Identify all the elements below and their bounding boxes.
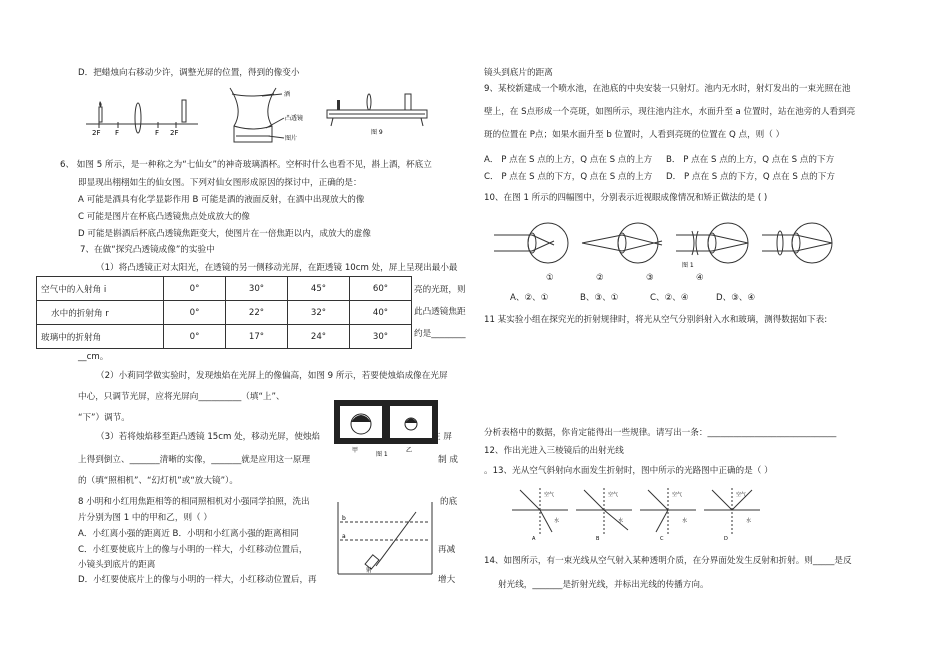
label-b: B: [596, 536, 600, 542]
q7-part2-b: 中心，只调节光屏，应将光屏向__________（填“上”、: [78, 392, 285, 402]
table-cell: 45°: [288, 277, 350, 301]
label-d: D: [724, 536, 728, 542]
label-water: 水: [618, 518, 624, 524]
table-row-head: 空气中的入射角 i: [37, 277, 164, 301]
refraction-data-table: [36, 276, 412, 349]
eye-1: [494, 223, 568, 263]
table-cell: 32°: [288, 301, 350, 325]
q12-text: 12、作出光进入三棱镜后的出射光线: [484, 446, 624, 456]
eye-diagrams: [492, 215, 832, 285]
table-cell: 17°: [226, 325, 288, 349]
q7-part3-b: 上得到倒立、_______清晰的实像，_______就是应用这一原理: [78, 455, 311, 465]
eye-number-4: ④: [696, 273, 704, 283]
refraction-a: [512, 488, 568, 542]
q9-line2: 壁上，在 S点形成一个亮斑，如图所示，现往池内注水，水面升至 a 位置时，站在池旁的人看到亮: [484, 107, 856, 117]
q7-part3-c: 的（填“照相机”、“幻灯机”或“放大镜”）。: [78, 476, 238, 486]
q6-option-c: C 可能是图片在杯底凸透镜焦点处成放大的像: [78, 212, 251, 222]
film-strip-figure: [332, 398, 442, 456]
eye-caption: 图 1: [682, 262, 694, 269]
q8-line2: 片分别为图 1 中的甲和乙，则（ ）: [78, 513, 212, 523]
eye-2: [582, 223, 662, 263]
q10-text: 10、在图 1 所示的四幅图中，分别表示近视眼成像情况和矫正做法的是 ( ): [484, 193, 768, 203]
q8-continued: 镜头到底片的距离: [484, 68, 553, 78]
q10-option-c: C、②、④: [650, 293, 689, 303]
pool-level-b: b: [342, 515, 346, 522]
table-cell: 60°: [350, 277, 412, 301]
wine-cup-figure: [222, 86, 317, 146]
table-cell: 40°: [350, 301, 412, 325]
q7-side-2: 此凸透镜焦距: [414, 307, 466, 317]
table-row: [37, 325, 412, 349]
label-f-left: F: [115, 129, 120, 137]
pool-lamp-label: 射: [366, 567, 373, 574]
table-row-head: 玻璃中的折射角: [37, 325, 164, 349]
q10-option-b: B、③、①: [580, 293, 619, 303]
label-wine: 酒: [284, 91, 291, 98]
q6-option-a: A 可能是酒具有化学显影作用 B 可能是酒的液面反射，在酒中出现放大的像: [78, 195, 365, 205]
q8-line1: 8 小明和小红用焦距相等的相同照相机对小强同学拍照，洗出: [78, 497, 310, 507]
q9-option-d: D． P 点在 S 点的下方，Q 点在 S 点的下方: [666, 172, 835, 182]
q9-option-b: B． P 点在 S 点的上方，Q 点在 S 点的下方: [666, 155, 835, 165]
label-water: 水: [746, 518, 752, 524]
table-row-head: 水中的折射角 r: [37, 301, 164, 325]
pool-figure: [336, 500, 436, 580]
q7-side-1: 亮的光斑，则: [414, 285, 466, 295]
q8-option-d-right: 增大: [438, 575, 456, 585]
label-air: 空气: [608, 492, 619, 498]
fig9-caption: 图 9: [371, 129, 383, 136]
q7-side-3: 约是________: [414, 329, 466, 339]
q9-option-a: A． P 点在 S 点的上方，Q 点在 S 点的上方: [484, 155, 653, 165]
q7-unit: __cm。: [78, 352, 109, 362]
q7-part1: （1）将凸透镜正对太阳光，在透镜的另一侧移动光屏，在距透镜 10cm 处，屏上呈现出最小最: [96, 263, 458, 273]
q9-line3: 斑的位置在 P点；如果水面升至 b 位置时，人看到亮斑的位置在 Q 点，则（ ）: [484, 130, 785, 140]
q6-line2: 即显现出栩栩如生的仙女图。下列对仙女图形成原因的探讨中，正确的是：: [78, 178, 362, 188]
q8-option-c1: C．小红要使底片上的像与小明的一样大，小红移动位置后，: [78, 545, 308, 555]
eye-4: [762, 223, 832, 263]
q10-option-a: A、②、①: [510, 293, 549, 303]
label-2f-left: 2F: [92, 129, 101, 137]
q7-part3-a: （3）若将烛焰移至距凸透镜 15cm 处，移动光屏，使烛焰: [96, 432, 321, 442]
table-cell: 22°: [226, 301, 288, 325]
label-f-right: F: [155, 129, 160, 137]
q14-line1: 14、如图所示，有一束光线从空气射入某种透明介质，在分界面处发生反射和折射。则_____是反: [484, 556, 852, 566]
refraction-c: [640, 488, 696, 542]
label-water: 水: [682, 518, 688, 524]
table-cell: 0°: [164, 301, 226, 325]
q8-line1-right: 的底: [440, 497, 458, 507]
q13-text: 。13、光从空气斜射向水面发生折射时，图中所示的光路图中正确的是（ ）: [484, 466, 773, 476]
film-label-b: 乙: [406, 447, 413, 454]
label-a: A: [532, 536, 536, 542]
label-picture: 图片: [285, 135, 298, 142]
table-row: [37, 301, 412, 325]
q8-option-c2: 小镜头到底片的距离: [78, 560, 156, 570]
film-caption: 图 1: [376, 451, 388, 458]
q9-option-c: C． P 点在 S 点的下方，Q 点在 S 点的上方: [484, 172, 653, 182]
q11-answer-line: 分析表格中的数据，你肯定能得出一些规律。请写出一条：______________________________: [484, 428, 837, 438]
table-cell: 30°: [350, 325, 412, 349]
q8-option-a: A．小红离小强的距离近 B．小明和小红离小强的距离相同: [78, 529, 299, 539]
label-air: 空气: [672, 492, 683, 498]
table-cell: 30°: [226, 277, 288, 301]
q6-option-d: D 可能是斟酒后杯底凸透镜焦距变大，使图片在一倍焦距以内，成放大的虚像: [78, 229, 371, 239]
table-cell: 0°: [164, 325, 226, 349]
table-cell: 24°: [288, 325, 350, 349]
optics-axis-figure: [82, 90, 202, 140]
q8-option-d: D．小红要使底片上的像与小明的一样大，小红移动位置后，再: [78, 575, 317, 585]
refraction-b: [576, 488, 632, 542]
q9-line1: 9、某校新建成一个喷水池，在池底的中央安装一只射灯。池内无水时，射灯发出的一束光照在池: [484, 84, 851, 94]
label-water: 水: [554, 518, 560, 524]
fig9-optical-bench: [325, 92, 435, 137]
q7-part3-b-right: 制 成: [438, 455, 458, 465]
eye-number-1: ①: [546, 273, 554, 283]
q7-part2-c: “下”）调节。: [78, 413, 130, 423]
q7-part3-a-right: 在 屏: [432, 432, 452, 442]
pool-level-a: a: [342, 533, 346, 540]
label-air: 空气: [544, 492, 555, 498]
q8-option-c1-right: 再减: [438, 545, 456, 555]
q6-line1: 6、 如图 5 所示，是一种称之为“七仙女”的神奇玻璃酒杯。空杯时什么也看不见，斟上酒，杯底立: [60, 160, 432, 170]
q14-line2: 射光线，_______是折射光线，并标出光线的传播方向。: [498, 580, 709, 590]
label-lens: 凸透镜: [285, 115, 304, 122]
label-c: C: [660, 536, 664, 542]
eye-number-3: ③: [646, 273, 654, 283]
film-label-a: 甲: [352, 447, 359, 454]
q10-option-d: D、③、④: [716, 293, 756, 303]
eye-number-2: ②: [596, 273, 604, 283]
refraction-diagrams: [510, 486, 770, 542]
table-cell: 0°: [164, 277, 226, 301]
q7-part2-a: （2）小莉同学做实验时，发现烛焰在光屏上的像偏高，如图 9 所示，若要使烛焰成像在光屏: [96, 371, 448, 381]
q11-text: 11 某实验小组在探究光的折射规律时，将光从空气分别斜射入水和玻璃，测得数据如下表:: [484, 315, 828, 325]
option-d: D．把蜡烛向右移动少许，调整光屏的位置，得到的像变小: [78, 68, 300, 78]
refraction-d: [704, 488, 760, 542]
label-2f-right: 2F: [170, 129, 179, 137]
label-air: 空气: [736, 492, 747, 498]
eye-3: [676, 223, 748, 263]
table-row: [37, 277, 412, 301]
q7-title: 7、在做“探究凸透镜成像”的实验中: [80, 245, 215, 255]
